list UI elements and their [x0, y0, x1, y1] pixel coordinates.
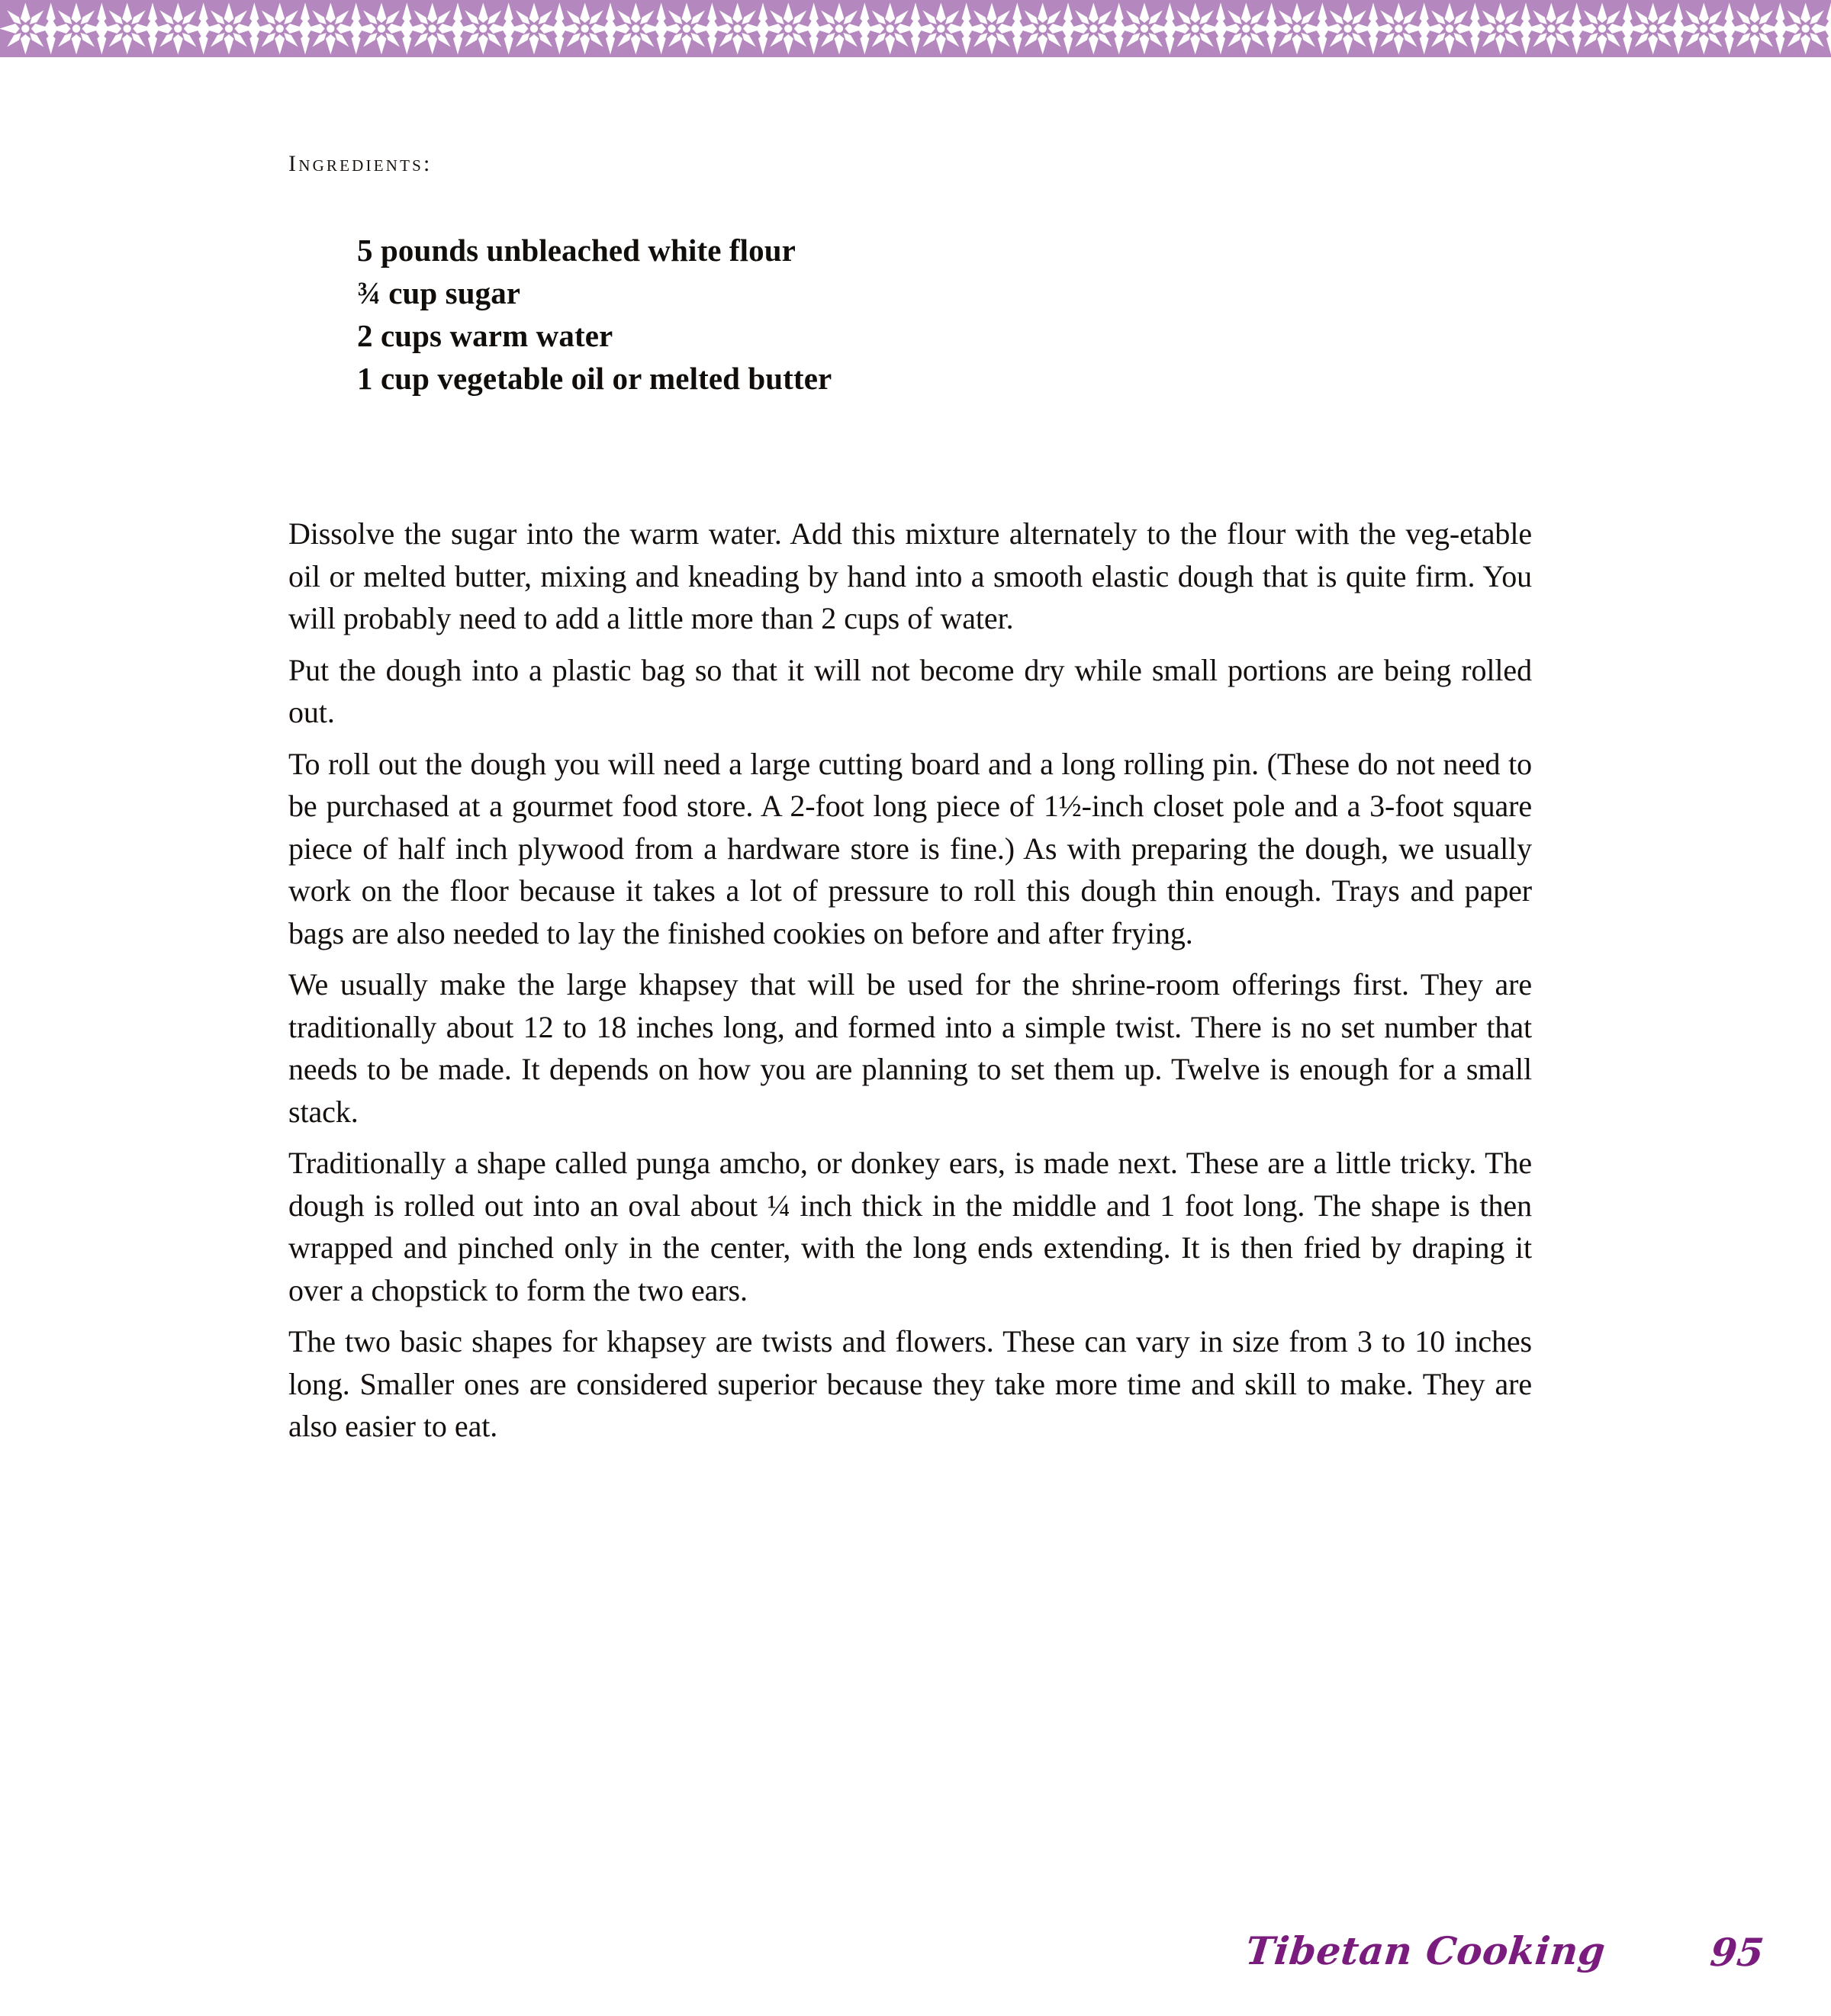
instructions-body — [288, 513, 1532, 1448]
ingredient-item: 2 cups warm water — [357, 318, 613, 353]
ingredient-item: ¾ cup sugar — [357, 275, 521, 310]
instruction-paragraph: Dissolve the sugar into the warm water. Add this mixture alternately to the flour with the veg-etable oil or melted butter, mixing and kneading by hand into a smooth elastic dough that is quite firm. You will probably need to add a little more than 2 cups of water. — [288, 516, 1532, 635]
footer-book-title: Tibetan Cooking — [1243, 1928, 1608, 1973]
instruction-paragraph: Put the dough into a plastic bag so that it will not become dry while small portions are being rolled out. — [288, 652, 1532, 729]
instruction-paragraph: To roll out the dough you will need a large cutting board and a long rolling pin. (These do not need to be purchased at a gourmet food store. A 2-foot long piece of 1½-inch closet pole and a 3-foot square piece of half inch plywood from a hardware store is fine.) As with preparing the dough, we usually work on the floor because it takes a lot of pressure to roll this dough thin enough. Trays and paper bags are also needed to lay the finished cookies on before and after frying. — [288, 746, 1532, 950]
instruction-paragraph: Traditionally a shape called punga amcho, or donkey ears, is made next. These are a little tricky. The dough is rolled out into an oval about ¼ inch thick in the middle and 1 foot long. The shape is then wrapped and pinched only in the center, with the long ends extending. It is then fried by draping it over a chopstick to form the two ears. — [288, 1146, 1532, 1307]
page-footer — [0, 1928, 1831, 2005]
eight-pointed-star-border-icon — [0, 0, 1831, 57]
instruction-paragraph: We usually make the large khapsey that will be used for the shrine-room offerings first. They are traditionally about 12 to 18 inches long, and formed into a simple twist. There is no set number that needs to be made. It depends on how you are planning to set them up. Twelve is enough for a small stack. — [288, 967, 1532, 1129]
ornamental-header-border — [0, 0, 1831, 57]
ingredient-item: 1 cup vegetable oil or melted butter — [357, 361, 832, 396]
footer-page-number: 95 — [1708, 1930, 1767, 1975]
ingredient-item: 5 pounds unbleached white flour — [357, 233, 796, 268]
ingredients-list — [357, 229, 832, 400]
instruction-paragraph: The two basic shapes for khapsey are twists and flowers. These can vary in size from 3 to 10 inches long. Smaller ones are considered superior because they take more time and skill to make. They are also easier to eat. — [288, 1324, 1532, 1443]
ingredients-heading: Ingredients: — [288, 151, 433, 176]
